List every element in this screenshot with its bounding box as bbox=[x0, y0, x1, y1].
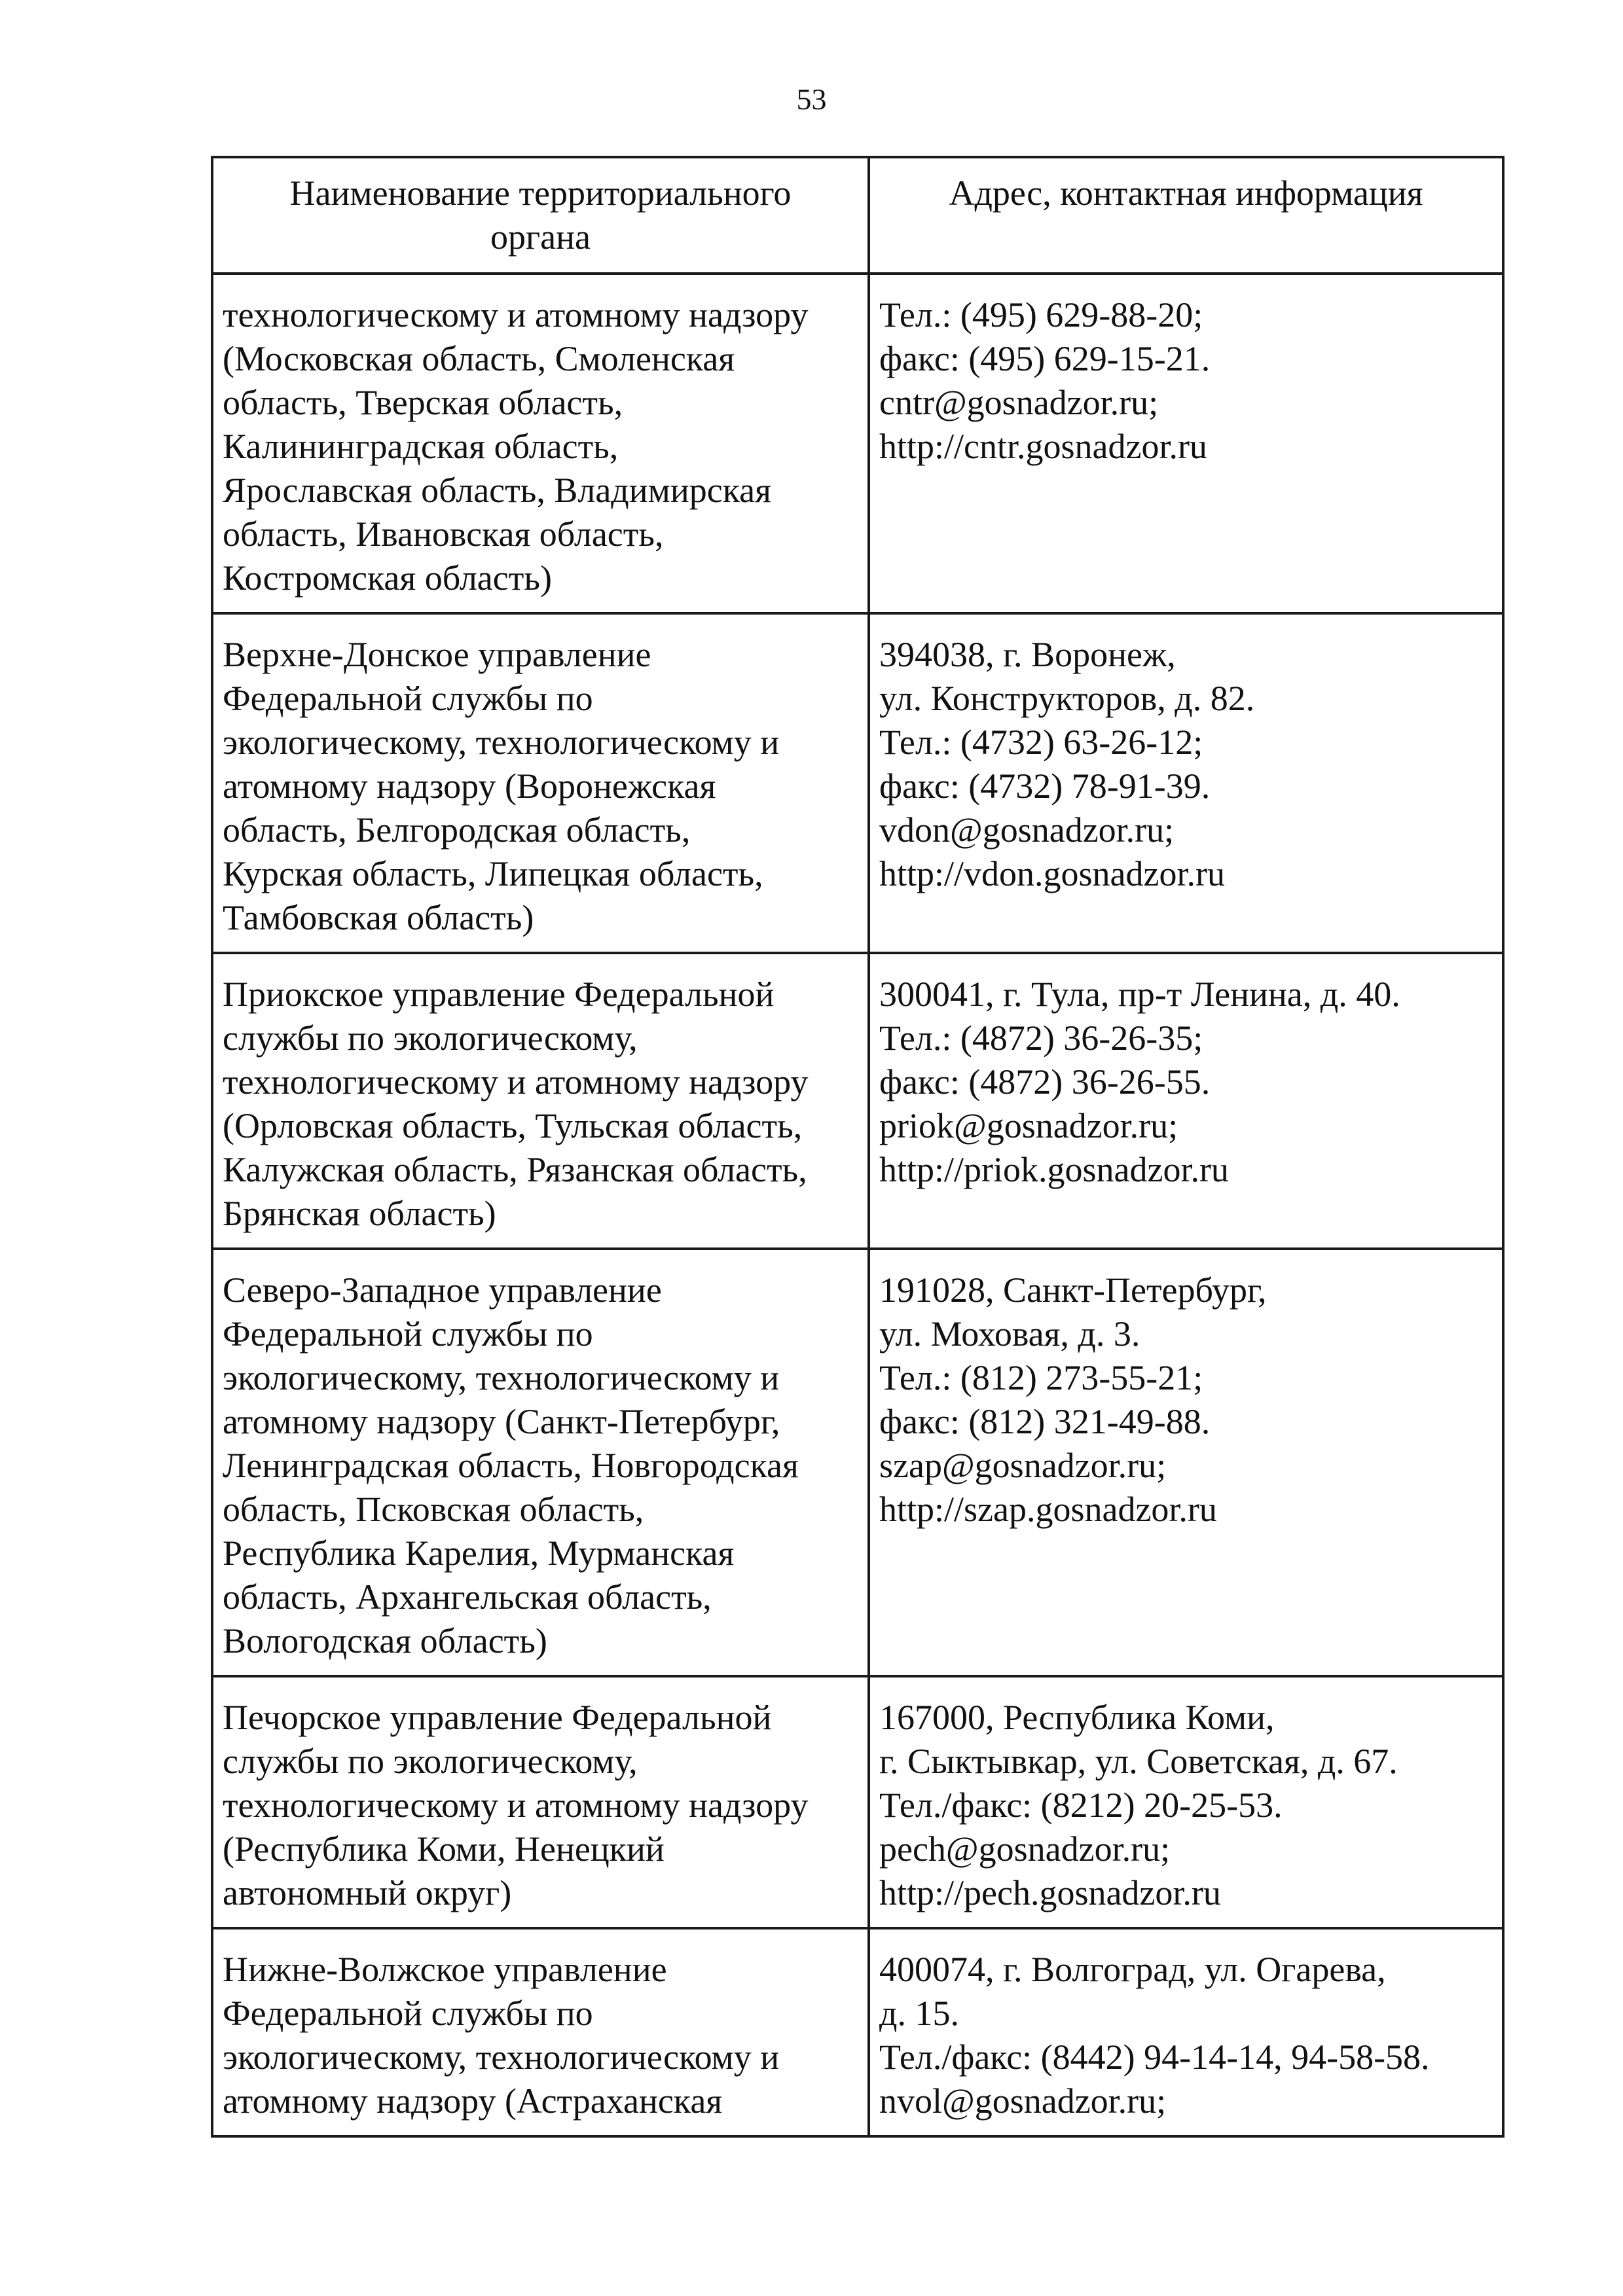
org-name-line: область, Тверская область, bbox=[223, 383, 623, 422]
org-name-line: Ленинградская область, Новгородская bbox=[223, 1446, 799, 1485]
org-name-line: область, Ивановская область, bbox=[223, 514, 664, 554]
address-line: priok@gosnadzor.ru; bbox=[879, 1106, 1178, 1145]
address-line: vdon@gosnadzor.ru; bbox=[879, 810, 1175, 850]
address-line: факс: (812) 321-49-88. bbox=[879, 1402, 1211, 1441]
org-name-line: Костромская область) bbox=[223, 558, 552, 598]
org-name-line: службы по экологическому, bbox=[223, 1742, 638, 1781]
org-name-line: Федеральной службы по bbox=[223, 1314, 593, 1354]
org-name-line: (Московская область, Смоленская bbox=[223, 339, 735, 378]
address-line: факс: (4732) 78-91-39. bbox=[879, 766, 1211, 806]
table-row bbox=[212, 1928, 1503, 2136]
org-name-line: Курская область, Липецкая область, bbox=[223, 854, 763, 893]
org-name-line: атомному надзору (Воронежская bbox=[223, 766, 716, 806]
address-line: 300041, г. Тула, пр-т Ленина, д. 40. bbox=[879, 975, 1400, 1014]
org-name-cell bbox=[212, 1676, 869, 1928]
address-line: http://pech.gosnadzor.ru bbox=[879, 1873, 1221, 1912]
org-name-line: технологическому и атомному надзору bbox=[223, 295, 809, 334]
header-address-line: Адрес, контактная информация bbox=[949, 173, 1423, 213]
org-name-line: Северо-Западное управление bbox=[223, 1270, 662, 1310]
org-name-line: Вологодская область) bbox=[223, 1621, 547, 1660]
address-line: http://vdon.gosnadzor.ru bbox=[879, 854, 1225, 893]
org-name-cell bbox=[212, 1249, 869, 1676]
address-cell bbox=[869, 1249, 1503, 1676]
org-name-line: экологическому, технологическому и bbox=[223, 2037, 780, 2077]
table-row bbox=[212, 613, 1503, 953]
org-name-line: службы по экологическому, bbox=[223, 1018, 638, 1058]
org-name-cell bbox=[212, 1928, 869, 2136]
address-line: 400074, г. Волгоград, ул. Огарева, bbox=[879, 1950, 1386, 1989]
org-name-line: атомному надзору (Астраханская bbox=[223, 2081, 723, 2121]
address-line: Тел.: (4872) 36-26-35; bbox=[879, 1018, 1203, 1058]
org-name-line: Ярославская область, Владимирская bbox=[223, 471, 771, 510]
address-line: Тел.: (812) 273-55-21; bbox=[879, 1358, 1203, 1397]
address-line: 167000, Республика Коми, bbox=[879, 1698, 1275, 1737]
address-line: д. 15. bbox=[879, 1994, 959, 2033]
org-name-line: (Республика Коми, Ненецкий bbox=[223, 1829, 665, 1869]
org-name-cell bbox=[212, 953, 869, 1249]
org-name-line: экологическому, технологическому и bbox=[223, 723, 780, 762]
org-name-line: область, Белгородская область, bbox=[223, 810, 691, 850]
org-name-line: Республика Карелия, Мурманская bbox=[223, 1534, 735, 1573]
address-line: http://priok.gosnadzor.ru bbox=[879, 1150, 1229, 1189]
org-name-line: технологическому и атомному надзору bbox=[223, 1785, 809, 1825]
address-line: szap@gosnadzor.ru; bbox=[879, 1446, 1167, 1485]
address-cell bbox=[869, 613, 1503, 953]
address-cell bbox=[869, 1676, 1503, 1928]
address-line: Тел.: (495) 629-88-20; bbox=[879, 295, 1203, 334]
org-name-line: область, Псковская область, bbox=[223, 1490, 644, 1529]
address-line: Тел./факс: (8442) 94-14-14, 94-58-58. bbox=[879, 2037, 1430, 2077]
address-line: pech@gosnadzor.ru; bbox=[879, 1829, 1171, 1869]
org-name-line: область, Архангельская область, bbox=[223, 1577, 712, 1617]
address-line: nvol@gosnadzor.ru; bbox=[879, 2081, 1167, 2121]
table-row bbox=[212, 274, 1503, 613]
org-name-line: автономный округ) bbox=[223, 1873, 512, 1912]
org-name-line: Федеральной службы по bbox=[223, 1994, 593, 2033]
org-name-line: Федеральной службы по bbox=[223, 679, 593, 718]
org-name-line: Тамбовская область) bbox=[223, 898, 534, 937]
org-name-line: Калужская область, Рязанская область, bbox=[223, 1150, 807, 1189]
address-line: cntr@gosnadzor.ru; bbox=[879, 383, 1159, 422]
address-line: Тел./факс: (8212) 20-25-53. bbox=[879, 1785, 1283, 1825]
territorial-bodies-table bbox=[211, 156, 1504, 2138]
org-name-line: Печорское управление Федеральной bbox=[223, 1698, 772, 1737]
address-line: факс: (495) 629-15-21. bbox=[879, 339, 1211, 378]
org-name-line: Приокское управление Федеральной bbox=[223, 975, 775, 1014]
table-header-row bbox=[212, 157, 1503, 274]
address-cell bbox=[869, 953, 1503, 1249]
org-name-cell bbox=[212, 274, 869, 613]
address-line: Тел.: (4732) 63-26-12; bbox=[879, 723, 1203, 762]
org-name-line: Калининградская область, bbox=[223, 427, 619, 466]
org-name-line: Верхне-Донское управление bbox=[223, 635, 651, 674]
header-address-cell bbox=[869, 157, 1503, 274]
address-line: http://szap.gosnadzor.ru bbox=[879, 1490, 1217, 1529]
org-name-line: Нижне-Волжское управление bbox=[223, 1950, 667, 1989]
address-line: 394038, г. Воронеж, bbox=[879, 635, 1176, 674]
address-line: ул. Моховая, д. 3. bbox=[879, 1314, 1140, 1354]
header-name-line: Наименование территориального bbox=[289, 173, 792, 213]
org-name-line: (Орловская область, Тульская область, bbox=[223, 1106, 803, 1145]
org-name-cell bbox=[212, 613, 869, 953]
address-line: факс: (4872) 36-26-55. bbox=[879, 1062, 1211, 1102]
address-line: ул. Конструкторов, д. 82. bbox=[879, 679, 1255, 718]
page-number: 53 bbox=[796, 82, 827, 116]
table-row bbox=[212, 1249, 1503, 1676]
org-name-line: технологическому и атомному надзору bbox=[223, 1062, 809, 1102]
header-name-cell bbox=[212, 157, 869, 274]
address-line: http://cntr.gosnadzor.ru bbox=[879, 427, 1207, 466]
address-cell bbox=[869, 1928, 1503, 2136]
address-line: г. Сыктывкар, ул. Советская, д. 67. bbox=[879, 1742, 1398, 1781]
address-line: 191028, Санкт-Петербург, bbox=[879, 1270, 1267, 1310]
header-name-line: органа bbox=[490, 217, 591, 257]
org-name-line: атомному надзору (Санкт-Петербург, bbox=[223, 1402, 780, 1441]
org-name-line: Брянская область) bbox=[223, 1194, 496, 1233]
table-row bbox=[212, 953, 1503, 1249]
table-row bbox=[212, 1676, 1503, 1928]
address-cell bbox=[869, 274, 1503, 613]
org-name-line: экологическому, технологическому и bbox=[223, 1358, 780, 1397]
